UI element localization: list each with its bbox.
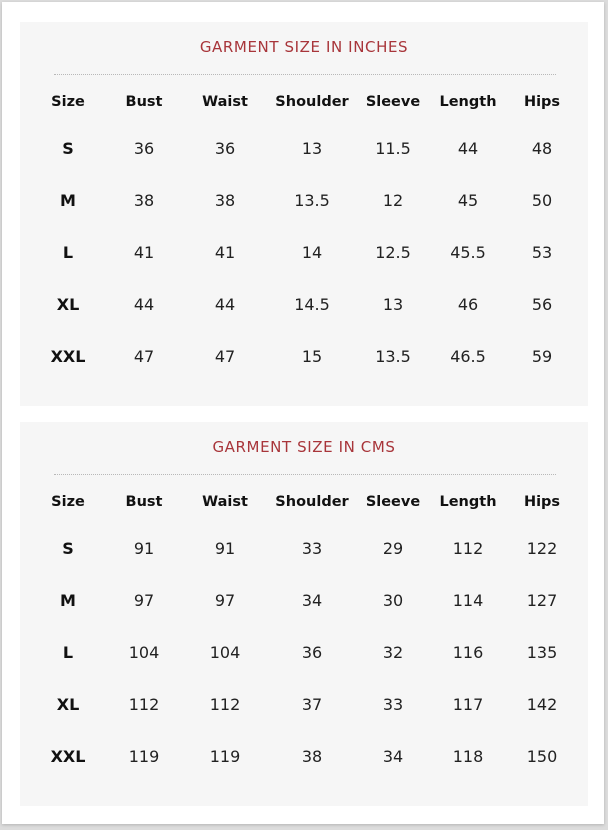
header-bust: Bust — [125, 494, 163, 510]
table-header-row — [30, 482, 578, 522]
bust-cell: 44 — [133, 294, 155, 314]
header-shoulder: Shoulder — [275, 94, 349, 110]
shoulder-cell: 37 — [301, 694, 323, 714]
waist-cell: 119 — [209, 746, 241, 766]
sleeve-cell: 30 — [382, 590, 404, 610]
bust-cell: 38 — [133, 190, 155, 210]
header-length: Length — [439, 94, 497, 110]
table-row — [30, 730, 578, 782]
bust-cell: 112 — [128, 694, 160, 714]
header-sleeve: Sleeve — [365, 494, 421, 510]
hips-cell: 127 — [526, 590, 558, 610]
waist-cell: 112 — [209, 694, 241, 714]
bust-cell: 47 — [133, 346, 155, 366]
header-bust: Bust — [125, 94, 163, 110]
sleeve-cell: 11.5 — [375, 138, 411, 158]
shoulder-cell: 34 — [301, 590, 323, 610]
table-header-row — [30, 82, 578, 122]
length-cell: 112 — [452, 538, 484, 558]
shoulder-cell: 13 — [301, 138, 323, 158]
sleeve-cell: 32 — [382, 642, 404, 662]
waist-cell: 47 — [214, 346, 236, 366]
table-row — [30, 174, 578, 226]
sleeve-cell: 33 — [382, 694, 404, 714]
cms-size-card — [20, 422, 588, 806]
waist-cell: 97 — [214, 590, 236, 610]
table-row — [30, 678, 578, 730]
table-row — [30, 522, 578, 574]
sleeve-cell: 12.5 — [375, 242, 411, 262]
title-divider — [54, 74, 556, 75]
length-cell: 44 — [457, 138, 479, 158]
cms-table-title: GARMENT SIZE IN CMS — [212, 438, 396, 456]
length-cell: 46.5 — [450, 346, 486, 366]
length-cell: 116 — [452, 642, 484, 662]
hips-cell: 50 — [531, 190, 553, 210]
length-cell: 46 — [457, 294, 479, 314]
hips-cell: 53 — [531, 242, 553, 262]
size-cell: S — [62, 138, 74, 158]
header-length: Length — [439, 494, 497, 510]
waist-cell: 44 — [214, 294, 236, 314]
waist-cell: 104 — [209, 642, 241, 662]
length-cell: 114 — [452, 590, 484, 610]
hips-cell: 122 — [526, 538, 558, 558]
cms-size-table — [30, 482, 578, 782]
shoulder-cell: 15 — [301, 346, 323, 366]
table-row — [30, 330, 578, 382]
inches-size-card — [20, 22, 588, 406]
bust-cell: 104 — [128, 642, 160, 662]
waist-cell: 36 — [214, 138, 236, 158]
header-hips: Hips — [523, 494, 561, 510]
size-cell: XL — [56, 694, 80, 714]
table-row — [30, 226, 578, 278]
size-cell: L — [62, 642, 74, 662]
size-cell: XXL — [50, 346, 86, 366]
hips-cell: 59 — [531, 346, 553, 366]
shoulder-cell: 38 — [301, 746, 323, 766]
header-hips: Hips — [523, 94, 561, 110]
table-row — [30, 278, 578, 330]
hips-cell: 142 — [526, 694, 558, 714]
waist-cell: 41 — [214, 242, 236, 262]
table-row — [30, 574, 578, 626]
length-cell: 118 — [452, 746, 484, 766]
size-cell: XL — [56, 294, 80, 314]
table-row — [30, 626, 578, 678]
inches-table-title: GARMENT SIZE IN INCHES — [199, 38, 409, 56]
hips-cell: 135 — [526, 642, 558, 662]
shoulder-cell: 14.5 — [294, 294, 330, 314]
size-cell: L — [62, 242, 74, 262]
shoulder-cell: 36 — [301, 642, 323, 662]
bust-cell: 119 — [128, 746, 160, 766]
length-cell: 45.5 — [450, 242, 486, 262]
hips-cell: 56 — [531, 294, 553, 314]
sleeve-cell: 12 — [382, 190, 404, 210]
header-sleeve: Sleeve — [365, 94, 421, 110]
sleeve-cell: 34 — [382, 746, 404, 766]
waist-cell: 91 — [214, 538, 236, 558]
shoulder-cell: 13.5 — [294, 190, 330, 210]
header-waist: Waist — [202, 494, 248, 510]
bust-cell: 36 — [133, 138, 155, 158]
header-waist: Waist — [202, 94, 248, 110]
length-cell: 117 — [452, 694, 484, 714]
size-cell: S — [62, 538, 74, 558]
header-size: Size — [51, 94, 85, 110]
shoulder-cell: 33 — [301, 538, 323, 558]
table-row — [30, 122, 578, 174]
bust-cell: 91 — [133, 538, 155, 558]
title-divider — [54, 474, 556, 475]
shoulder-cell: 14 — [301, 242, 323, 262]
sleeve-cell: 13.5 — [375, 346, 411, 366]
hips-cell: 150 — [526, 746, 558, 766]
size-chart-page — [2, 2, 604, 824]
size-cell: M — [60, 590, 76, 610]
sleeve-cell: 29 — [382, 538, 404, 558]
size-cell: M — [60, 190, 76, 210]
size-cell: XXL — [50, 746, 86, 766]
length-cell: 45 — [457, 190, 479, 210]
waist-cell: 38 — [214, 190, 236, 210]
header-shoulder: Shoulder — [275, 494, 349, 510]
hips-cell: 48 — [531, 138, 553, 158]
bust-cell: 97 — [133, 590, 155, 610]
header-size: Size — [51, 494, 85, 510]
sleeve-cell: 13 — [382, 294, 404, 314]
inches-size-table — [30, 82, 578, 382]
bust-cell: 41 — [133, 242, 155, 262]
